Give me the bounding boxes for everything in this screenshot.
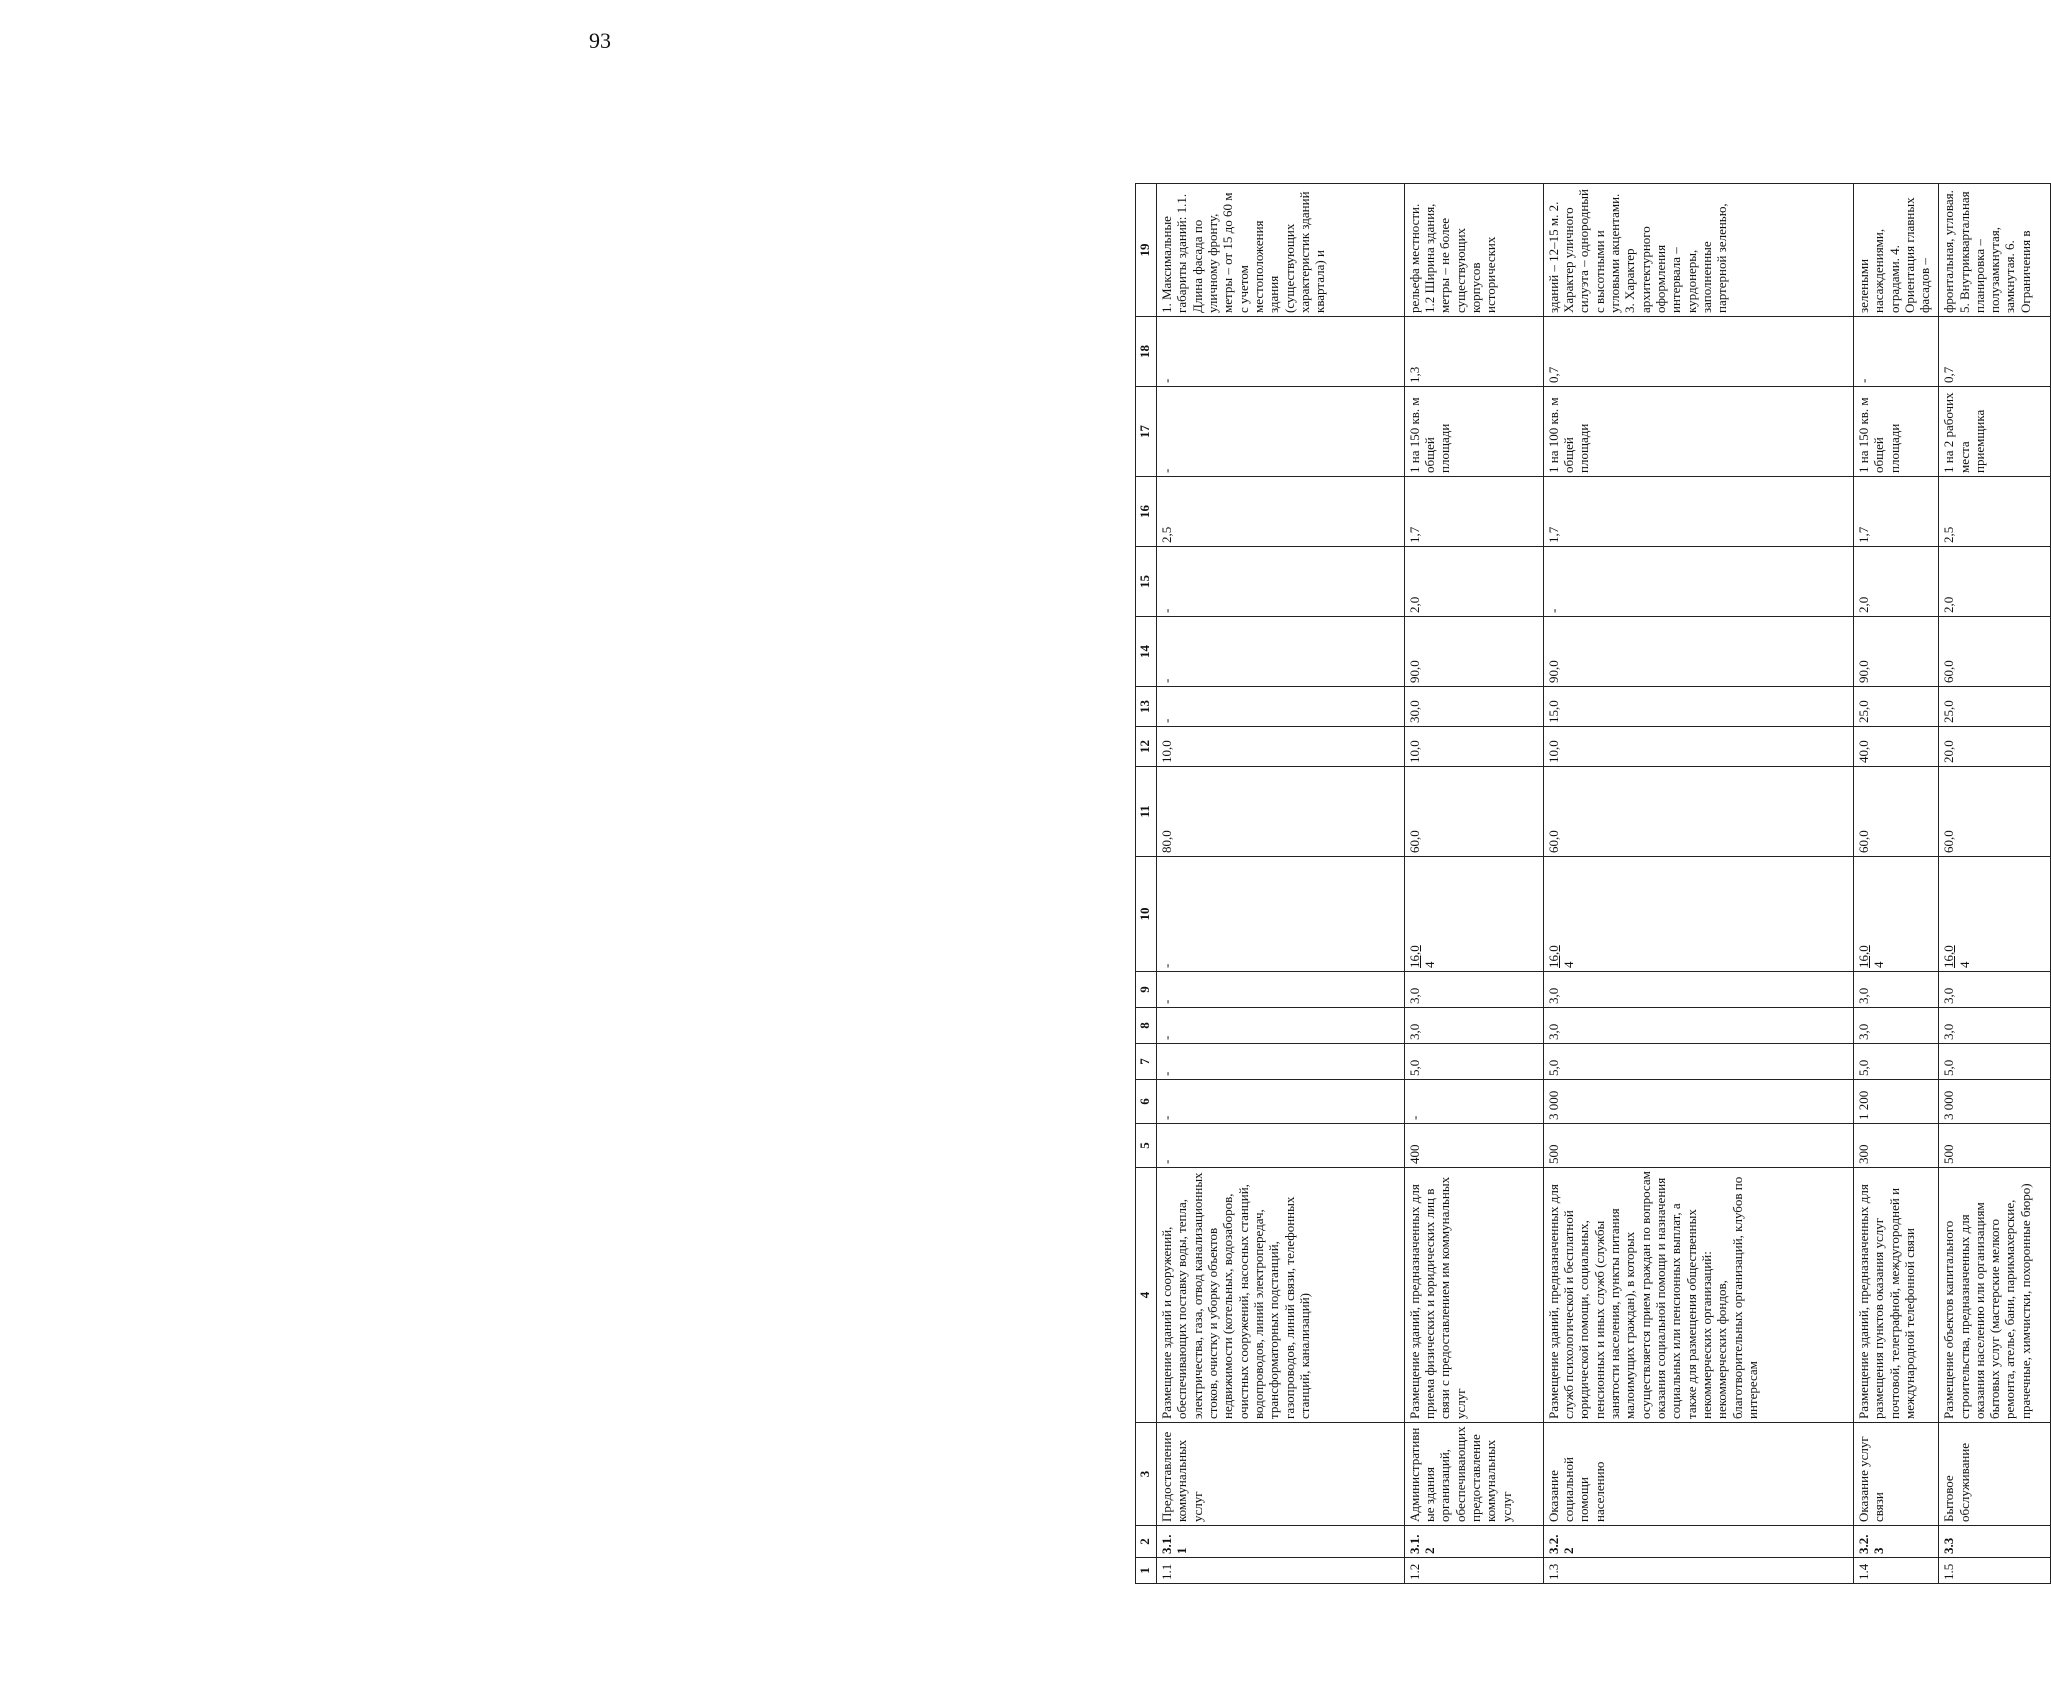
cell-c18-value: 1,3 xyxy=(1404,317,1543,387)
table-row xyxy=(1404,184,1543,1584)
cell-architectural-requirements: зданий – 12–15 м. 2. Характер уличного силуэта – однородный с высотными и угловыми акцентами. 3. Характер архитектурного оформления интервала – курдонеры, заполненные партерной зеленью, xyxy=(1543,184,1853,317)
cell-parking-ratio: 1,7 xyxy=(1853,477,1938,547)
cell-setback-side: - xyxy=(1157,1008,1405,1044)
cell-use-name: Бытовое обслуживание xyxy=(1939,1423,2051,1526)
height-value: 16,0 xyxy=(1855,945,1871,968)
cell-height-floors xyxy=(1939,857,2051,972)
cell-green-area: 40,0 xyxy=(1853,727,1938,767)
cell-setback-rear: 3,0 xyxy=(1543,972,1853,1008)
cell-max-area: 3 000 xyxy=(1543,1080,1853,1124)
cell-max-area: - xyxy=(1157,1080,1405,1124)
height-value: 16,0 xyxy=(1545,945,1561,968)
cell-c14-value: - xyxy=(1157,617,1405,687)
table-row xyxy=(1853,184,1938,1584)
cell-min-area: - xyxy=(1157,1124,1405,1168)
cell-use-name: Оказание социальной помощи населению xyxy=(1543,1423,1853,1526)
table-row xyxy=(1543,184,1853,1584)
cell-parking-norm: 1 на 150 кв. м общей площади xyxy=(1404,387,1543,477)
cell-parking-ratio: 2,5 xyxy=(1939,477,2051,547)
cell-parking-ratio: 2,5 xyxy=(1157,477,1405,547)
floors-value: 4 xyxy=(1956,961,1972,968)
cell-architectural-requirements: рельефа местности. 1.2 Ширина здания, метры – не более существующих корпусов исторических xyxy=(1404,184,1543,317)
cell-setback-front: 5,0 xyxy=(1939,1044,2051,1080)
cell-c13-value: 15,0 xyxy=(1543,687,1853,727)
column-header-13: 13 xyxy=(1136,687,1157,727)
cell-c18-value: - xyxy=(1853,317,1938,387)
cell-height-floors xyxy=(1404,857,1543,972)
column-header-17: 17 xyxy=(1136,387,1157,477)
cell-code: 3.2.3 xyxy=(1853,1526,1938,1558)
column-header-9: 9 xyxy=(1136,972,1157,1008)
table-row xyxy=(1157,184,1405,1584)
column-header-6: 6 xyxy=(1136,1080,1157,1124)
cell-code: 3.1.2 xyxy=(1404,1526,1543,1558)
cell-c18-value: - xyxy=(1157,317,1405,387)
cell-coverage: 60,0 xyxy=(1853,767,1938,857)
cell-code: 3.3 xyxy=(1939,1526,2051,1558)
cell-c15-value: 2,0 xyxy=(1939,547,2051,617)
column-header-8: 8 xyxy=(1136,1008,1157,1044)
cell-row-number: 1.2 xyxy=(1404,1558,1543,1584)
cell-row-number: 1.1 xyxy=(1157,1558,1405,1584)
cell-row-number: 1.5 xyxy=(1939,1558,2051,1584)
column-header-18: 18 xyxy=(1136,317,1157,387)
column-header-1: 1 xyxy=(1136,1558,1157,1584)
cell-setback-side: 3,0 xyxy=(1543,1008,1853,1044)
cell-green-area: 20,0 xyxy=(1939,727,2051,767)
cell-setback-front: 5,0 xyxy=(1404,1044,1543,1080)
cell-parking-norm: 1 на 100 кв. м общей площади xyxy=(1543,387,1853,477)
column-header-12: 12 xyxy=(1136,727,1157,767)
cell-green-area: 10,0 xyxy=(1404,727,1543,767)
cell-parking-ratio: 1,7 xyxy=(1543,477,1853,547)
cell-coverage: 60,0 xyxy=(1939,767,2051,857)
cell-green-area: 10,0 xyxy=(1543,727,1853,767)
cell-use-name: Оказание услуг связи xyxy=(1853,1423,1938,1526)
column-header-11: 11 xyxy=(1136,767,1157,857)
cell-use-name: Предоставление коммунальных услуг xyxy=(1157,1423,1405,1526)
cell-min-area: 500 xyxy=(1939,1124,2051,1168)
cell-use-description: Размещение объектов капитального строительства, предназначенных для оказания населению или организациям бытовых услуг (мастерские мелкого ремонта, ателье, бани, парикмахерские, прачечные, химчистки, похоронные бюро) xyxy=(1939,1168,2051,1423)
column-header-16: 16 xyxy=(1136,477,1157,547)
cell-max-area: 1 200 xyxy=(1853,1080,1938,1124)
cell-c15-value: - xyxy=(1157,547,1405,617)
cell-parking-norm: 1 на 2 рабочих места приемщика xyxy=(1939,387,2051,477)
column-header-15: 15 xyxy=(1136,547,1157,617)
column-header-3: 3 xyxy=(1136,1423,1157,1526)
cell-height-floors: - xyxy=(1157,857,1405,972)
column-header-7: 7 xyxy=(1136,1044,1157,1080)
cell-c13-value: 25,0 xyxy=(1853,687,1938,727)
column-header-14: 14 xyxy=(1136,617,1157,687)
column-header-2: 2 xyxy=(1136,1526,1157,1558)
cell-setback-side: 3,0 xyxy=(1853,1008,1938,1044)
regulations-table xyxy=(1135,183,2051,1584)
cell-setback-side: 3,0 xyxy=(1404,1008,1543,1044)
cell-c14-value: 90,0 xyxy=(1853,617,1938,687)
cell-min-area: 500 xyxy=(1543,1124,1853,1168)
cell-architectural-requirements: 1. Максимальные габариты зданий: 1.1. Длина фасада по уличному фронту, метры – от 15 до 60 м с учетом местоположения здания (существующих характеристик зданий квартала) и xyxy=(1157,184,1405,317)
cell-row-number: 1.4 xyxy=(1853,1558,1938,1584)
cell-green-area: 10,0 xyxy=(1157,727,1405,767)
cell-architectural-requirements: фронтальная, угловая. 5. Внутриквартальная планировка – полузамкнутая, замкнутая. 6. Ограничения в xyxy=(1939,184,2051,317)
cell-setback-front: - xyxy=(1157,1044,1405,1080)
cell-c18-value: 0,7 xyxy=(1543,317,1853,387)
header-row xyxy=(1136,184,1157,1584)
cell-code: 3.2.2 xyxy=(1543,1526,1853,1558)
cell-setback-rear: - xyxy=(1157,972,1405,1008)
cell-height-floors xyxy=(1853,857,1938,972)
column-header-4: 4 xyxy=(1136,1168,1157,1423)
cell-c15-value: 2,0 xyxy=(1404,547,1543,617)
rotated-table-container xyxy=(1135,184,2051,1584)
cell-coverage: 60,0 xyxy=(1404,767,1543,857)
cell-c15-value: - xyxy=(1543,547,1853,617)
cell-code: 3.1.1 xyxy=(1157,1526,1405,1558)
cell-height-floors xyxy=(1543,857,1853,972)
floors-value: 4 xyxy=(1871,961,1887,968)
cell-c14-value: 90,0 xyxy=(1404,617,1543,687)
column-header-5: 5 xyxy=(1136,1124,1157,1168)
page-number: 93 xyxy=(589,28,611,53)
column-header-19: 19 xyxy=(1136,184,1157,317)
cell-setback-rear: 3,0 xyxy=(1939,972,2051,1008)
cell-coverage: 80,0 xyxy=(1157,767,1405,857)
cell-parking-norm: - xyxy=(1157,387,1405,477)
cell-c13-value: 25,0 xyxy=(1939,687,2051,727)
cell-setback-front: 5,0 xyxy=(1543,1044,1853,1080)
table-row xyxy=(1939,184,2051,1584)
cell-use-name: Административные здания организаций, обеспечивающих предоставление коммунальных услуг xyxy=(1404,1423,1543,1526)
cell-c13-value: - xyxy=(1157,687,1405,727)
cell-max-area: 3 000 xyxy=(1939,1080,2051,1124)
cell-row-number: 1.3 xyxy=(1543,1558,1853,1584)
cell-c18-value: 0,7 xyxy=(1939,317,2051,387)
cell-setback-rear: 3,0 xyxy=(1404,972,1543,1008)
cell-min-area: 300 xyxy=(1853,1124,1938,1168)
cell-setback-side: 3,0 xyxy=(1939,1008,2051,1044)
cell-setback-front: 5,0 xyxy=(1853,1044,1938,1080)
cell-use-description: Размещение зданий, предназначенных для приема физических и юридических лиц в связи с предоставлением им коммунальных услуг xyxy=(1404,1168,1543,1423)
cell-c14-value: 60,0 xyxy=(1939,617,2051,687)
column-header-10: 10 xyxy=(1136,857,1157,972)
table-body xyxy=(1157,184,2051,1584)
cell-use-description: Размещение зданий, предназначенных для служб психологической и бесплатной юридической помощи, социальных, пенсионных и иных служб (службы занятости населения, пункты питания малоимущих граждан), в которых осуществляется прием граждан по вопросам оказания социальной помощи и назначения социальных или пенсионных выплат, а также для размещения общественных некоммерческих организаций: некоммерческих фондов, благотворительных организаций, клубов по интересам xyxy=(1543,1168,1853,1423)
floors-value: 4 xyxy=(1560,961,1576,968)
cell-coverage: 60,0 xyxy=(1543,767,1853,857)
cell-c13-value: 30,0 xyxy=(1404,687,1543,727)
cell-setback-rear: 3,0 xyxy=(1853,972,1938,1008)
cell-use-description: Размещение зданий и сооружений, обеспечивающих поставку воды, тепла, электричества, газа, отвод канализационных стоков, очистку и уборку объектов недвижимости (котельных, водозаборов, очистных сооружений, насосных станций, водопроводов, линий электропередач, трансформаторных подстанций, газопроводов, линий связи, телефонных станций, канализаций) xyxy=(1157,1168,1405,1423)
cell-max-area: - xyxy=(1404,1080,1543,1124)
cell-c14-value: 90,0 xyxy=(1543,617,1853,687)
height-value: 16,0 xyxy=(1406,945,1422,968)
cell-use-description: Размещение зданий, предназначенных для размещения пунктов оказания услуг почтовой, телеграфной, междугородней и международной телефонной связи xyxy=(1853,1168,1938,1423)
height-value: 16,0 xyxy=(1941,945,1957,968)
cell-min-area: 400 xyxy=(1404,1124,1543,1168)
cell-c15-value: 2,0 xyxy=(1853,547,1938,617)
cell-architectural-requirements: зелеными насаждениями, оградами. 4. Ориентация главных фасадов – xyxy=(1853,184,1938,317)
cell-parking-norm: 1 на 150 кв. м общей площади xyxy=(1853,387,1938,477)
floors-value: 4 xyxy=(1421,961,1437,968)
cell-parking-ratio: 1,7 xyxy=(1404,477,1543,547)
